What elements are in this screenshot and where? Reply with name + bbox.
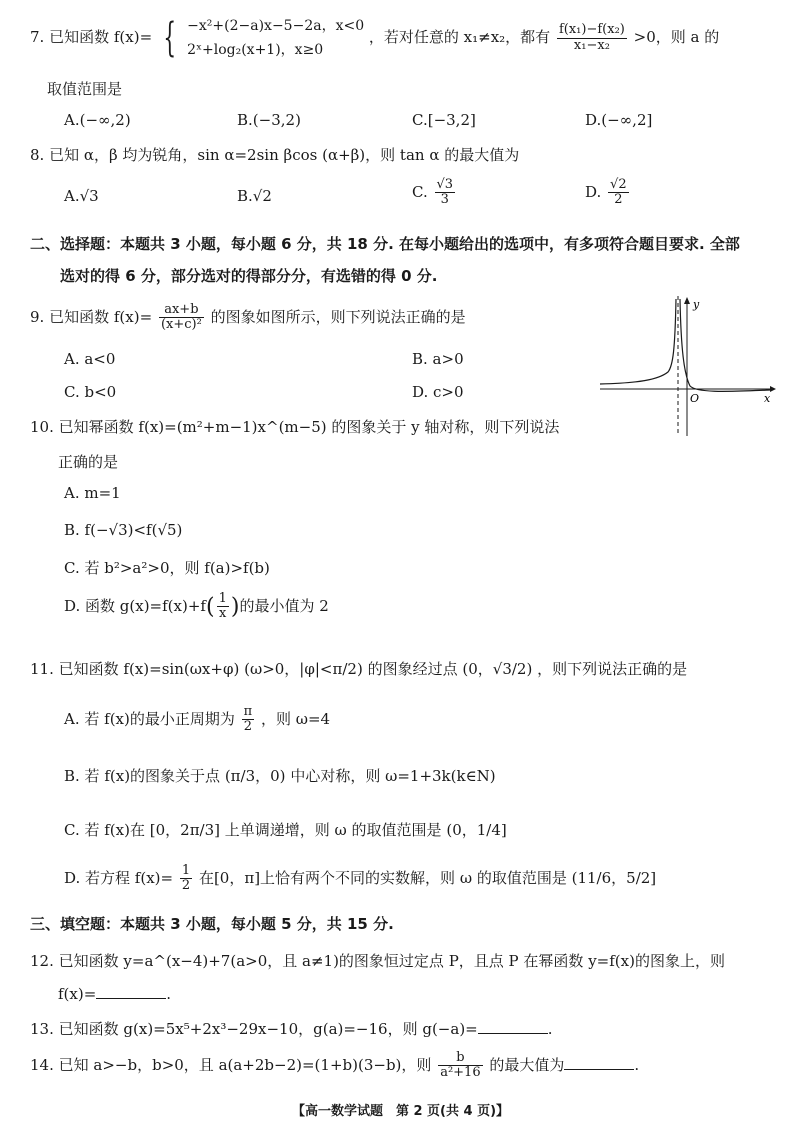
q10-option-c: C. 若 b²>a²>0，则 f(a)>f(b) (64, 559, 270, 577)
q9-graph-right-branch (680, 299, 770, 391)
q11-lead: 已知函数 f(x)=sin(ωx+φ) (58, 660, 240, 678)
q10-number: 10. (30, 418, 54, 436)
q10-text: 已知幂函数 f(x)=(m²+m−1)x^(m−5) 的图象关于 y 轴对称，则下列说法 (58, 418, 560, 436)
q7-line1 (30, 14, 719, 62)
q10-option-d-fraction (217, 592, 229, 622)
q9-option-b: B. a>0 (412, 350, 464, 368)
q8-option-d-fraction (608, 178, 629, 208)
q7-option-d: D.(−∞,2] (585, 111, 653, 129)
q13-answer-blank[interactable] (478, 1019, 548, 1034)
section3-heading: 三、填空题：本题共 3 小题，每小题 5 分，共 15 分. (30, 915, 394, 933)
q8-option-c-den: 3 (440, 192, 449, 208)
q10-option-a: A. m=1 (64, 484, 121, 502)
q7-option-b: B.(−3,2) (237, 111, 301, 129)
q8-option-d (585, 178, 631, 208)
q10-option-b: B. f(−√3)<f(√5) (64, 521, 183, 539)
q8-option-d-label: D. (585, 182, 602, 201)
q11-option-c-interval: [0，2π/3] (149, 821, 220, 839)
q14-end: . (634, 1055, 640, 1074)
q7-piece1: −x²+(2−a)x−5−2a，x<0 (187, 18, 365, 34)
section2-heading-line2: 选对的得 6 分，部分选对的得部分分，有选错的得 0 分. (60, 267, 438, 285)
q8-option-c-label: C. (412, 182, 428, 201)
q11-option-a-tail: ，则 ω=4 (260, 709, 331, 728)
q7-option-c: C.[−3,2] (412, 111, 476, 129)
q11-option-d-den: 2 (181, 878, 191, 894)
q11-option-d-num: 1 (181, 863, 191, 878)
q13-line (30, 1018, 553, 1039)
q11-option-c (64, 819, 507, 840)
q9-line (30, 303, 466, 333)
q7-frac-den: x₁−x₂ (573, 37, 610, 53)
q7-piece2: 2ˣ+log₂(x+1)，x≥0 (187, 42, 324, 58)
q7-pieces (187, 14, 364, 62)
q8-option-d-den: 2 (614, 192, 623, 208)
q9-frac-num: ax+b (159, 303, 204, 318)
q9-frac-den: (x+c)² (160, 317, 202, 333)
q9-graph-origin-label: O (690, 392, 700, 405)
q7-brace: { (163, 15, 177, 61)
q8-option-c-fraction (435, 178, 456, 208)
q13-text: 已知函数 g(x)=5x⁵+2x³−29x−10，g(a)=−16，则 g(−a)= (58, 1020, 478, 1038)
q10-line1 (30, 416, 559, 437)
q11-condition: (ω>0，|φ|<π/2) (244, 660, 363, 678)
q12-line2 (58, 984, 171, 1003)
q11-tail: ，则下列说法正确的是 (537, 660, 688, 678)
q11-option-c-range: (0，1/4] (446, 821, 507, 839)
q7-fraction (557, 23, 627, 53)
q9-option-c: C. b<0 (64, 383, 117, 401)
q11-option-b-point: (π/3，0) (224, 767, 286, 785)
q11-option-d-mid: 在[0，π]上恰有两个不同的实数解，则 ω 的取值范围是 (198, 868, 567, 887)
q10-line2: 正确的是 (58, 453, 119, 471)
q10-option-d-num: 1 (218, 591, 227, 606)
q11-option-a-num: π (243, 704, 253, 719)
q12-end: . (166, 985, 172, 1003)
q9-function-graph (598, 294, 778, 440)
q12-line1 (30, 950, 725, 971)
q8-option-b: B.√2 (237, 187, 272, 205)
q9-option-d: D. c>0 (412, 383, 464, 401)
q7-tail: >0，则 a 的 (633, 28, 720, 46)
q12-text: 已知函数 y=a^(x−4)+7(a>0，且 a≠1)的图象恒过定点 P，且点 P 在幂函数 y=f(x)的图象上，则 (58, 952, 725, 970)
q10-option-d-tail: 的最小值为 2 (239, 596, 329, 615)
q8-number: 8. (30, 146, 45, 164)
q11-number: 11. (30, 660, 54, 678)
q7-line2: 取值范围是 (47, 80, 123, 98)
q11-option-b-tail: 中心对称，则 ω=1+3k(k∈N) (290, 767, 496, 785)
q11-option-a (64, 705, 330, 735)
section2-heading-line1: 二、选择题：本题共 3 小题，每小题 6 分，共 18 分. 在每小题给出的选项中，有多项符合题目要求. 全部 (30, 235, 740, 253)
q8-text: 已知 α，β 均为锐角，sin α=2sin βcos (α+β)，则 tan α 的最大值为 (49, 146, 520, 164)
q7-condition: ，若对任意的 x₁≠x₂，都有 (368, 28, 551, 46)
q12-answer-blank[interactable] (96, 984, 166, 999)
q8-option-d-num: √2 (610, 177, 627, 192)
q8-option-c (412, 178, 457, 208)
q13-end: . (547, 1020, 553, 1038)
q10-option-d-lead: D. 函数 g(x)=f(x)+f (64, 596, 206, 615)
q7-frac-num: f(x₁)−f(x₂) (558, 22, 625, 38)
q14-tail: 的最大值为 (489, 1055, 565, 1074)
q9-graph-x-arrow (770, 386, 776, 392)
q14-frac-den: a²+16 (440, 1065, 481, 1081)
q8-option-a: A.√3 (64, 187, 99, 205)
q11-option-c-lead: C. 若 f(x)在 (64, 821, 145, 839)
q11-option-d (64, 864, 656, 894)
q11-point: (0，√3/2) (462, 660, 533, 678)
q9-tail: 的图象如图所示，则下列说法正确的是 (210, 307, 466, 326)
q11-option-b (64, 765, 496, 786)
q14-frac-num: b (438, 1051, 482, 1066)
q9-number: 9. (30, 307, 45, 326)
q14-answer-blank[interactable] (564, 1055, 634, 1070)
q8-option-c-num: √3 (436, 177, 454, 192)
q11-option-d-range: (11/6，5/2] (571, 868, 657, 887)
q12-answer-lead: f(x)= (58, 985, 97, 1003)
q11-line (30, 658, 687, 679)
q11-mid: 的图象经过点 (367, 660, 458, 678)
q11-option-a-lead: A. 若 f(x)的最小正周期为 (64, 709, 235, 728)
q9-graph-left-branch (600, 299, 676, 384)
q9-option-a: A. a<0 (64, 350, 116, 368)
q10-option-d: D. 函数 g(x)=f(x)+f( $\frac{1}{x}$ )的最小值为 2 (64, 591, 329, 622)
q9-fraction (159, 303, 204, 333)
q14-fraction (438, 1051, 482, 1081)
q13-number: 13. (30, 1020, 54, 1038)
q7-number: 7. (30, 28, 45, 46)
q11-option-a-fraction (242, 705, 255, 735)
q14-number: 14. (30, 1055, 54, 1074)
q7-option-a: A.(−∞,2) (64, 111, 131, 129)
q9-graph-x-label: x (764, 392, 771, 405)
q11-option-b-lead: B. 若 f(x)的图象关于点 (64, 767, 221, 785)
q11-option-a-den: 2 (243, 719, 253, 735)
q14-text: 已知 a>−b，b>0，且 a(a+2b−2)=(1+b)(3−b)，则 (58, 1055, 432, 1074)
page-footer: 【高一数学试题 第 2 页(共 4 页)】 (291, 1104, 510, 1119)
q11-option-d-fraction (180, 864, 192, 894)
q11-option-c-mid: 上单调递增，则 ω 的取值范围是 (224, 821, 442, 839)
q8-line (30, 144, 519, 165)
q9-graph-y-label: y (693, 298, 700, 311)
q7-lead: 已知函数 f(x)= (49, 28, 153, 46)
q11-option-d-lead: D. 若方程 f(x)= (64, 868, 174, 887)
q9-lead: 已知函数 f(x)= (49, 307, 153, 326)
q12-number: 12. (30, 952, 54, 970)
q9-graph-y-arrow (684, 297, 690, 304)
q10-option-d-den: x (219, 606, 227, 622)
q14-line (30, 1051, 639, 1081)
